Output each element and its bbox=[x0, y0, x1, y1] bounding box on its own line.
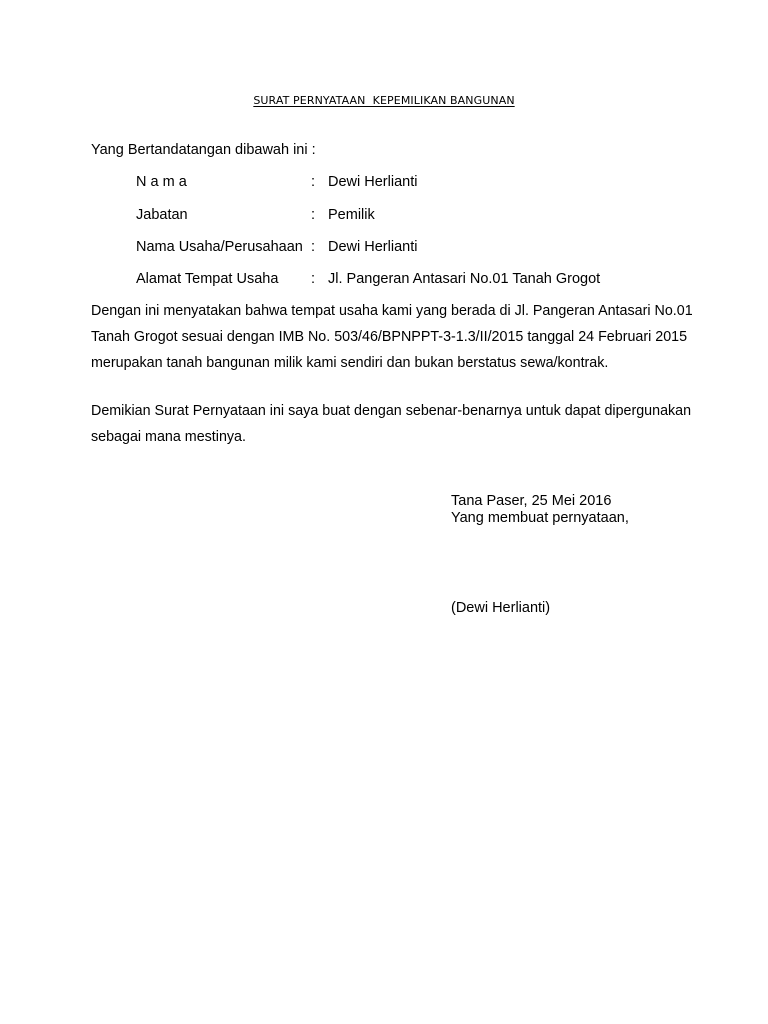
field-label: Nama Usaha/Perusahaan bbox=[136, 239, 303, 255]
field-value: Dewi Herlianti bbox=[328, 174, 418, 190]
field-value: Dewi Herlianti bbox=[328, 239, 418, 255]
place-date: Tana Paser, 25 Mei 2016 bbox=[451, 493, 612, 509]
field-row-jabatan bbox=[0, 207, 768, 229]
field-colon: : bbox=[311, 207, 316, 223]
paragraph-line: Tanah Grogot sesuai dengan IMB No. 503/46/BPNPPT-3-1.3/II/2015 tanggal 24 Februari 2015 bbox=[91, 329, 688, 345]
signer-name: (Dewi Herlianti) bbox=[451, 600, 551, 616]
paragraph-line: sebagai mana mestinya. bbox=[91, 429, 246, 445]
field-colon: : bbox=[311, 174, 316, 190]
field-value: Jl. Pangeran Antasari No.01 Tanah Grogot bbox=[328, 271, 601, 287]
closing-paragraph bbox=[91, 398, 691, 450]
paragraph-line: Demikian Surat Pernyataan ini saya buat dengan sebenar-benarnya untuk dapat dipergunakan bbox=[91, 403, 692, 419]
field-row-alamat bbox=[0, 271, 768, 293]
signature-block bbox=[451, 493, 629, 527]
field-row-nama-usaha bbox=[0, 239, 768, 261]
field-colon: : bbox=[311, 271, 316, 287]
field-label: Jabatan bbox=[136, 207, 188, 223]
statement-paragraph bbox=[91, 298, 691, 376]
signer-name-block bbox=[451, 600, 550, 617]
field-label: Alamat Tempat Usaha bbox=[136, 271, 279, 287]
document-title: SURAT PERNYATAAN KEPEMILIKAN BANGUNAN bbox=[253, 94, 515, 107]
field-colon: : bbox=[311, 239, 316, 255]
field-label: N a m a bbox=[136, 174, 187, 190]
field-row-nama bbox=[0, 174, 768, 196]
paragraph-line: Dengan ini menyatakan bahwa tempat usaha kami yang berada di Jl. Pangeran Antasari No.01 bbox=[91, 303, 693, 319]
paragraph-line: merupakan tanah bangunan milik kami sendiri dan bukan berstatus sewa/kontrak. bbox=[91, 355, 609, 371]
intro-text: Yang Bertandatangan dibawah ini : bbox=[91, 142, 316, 158]
signer-caption: Yang membuat pernyataan, bbox=[451, 510, 629, 526]
field-value: Pemilik bbox=[328, 207, 375, 223]
